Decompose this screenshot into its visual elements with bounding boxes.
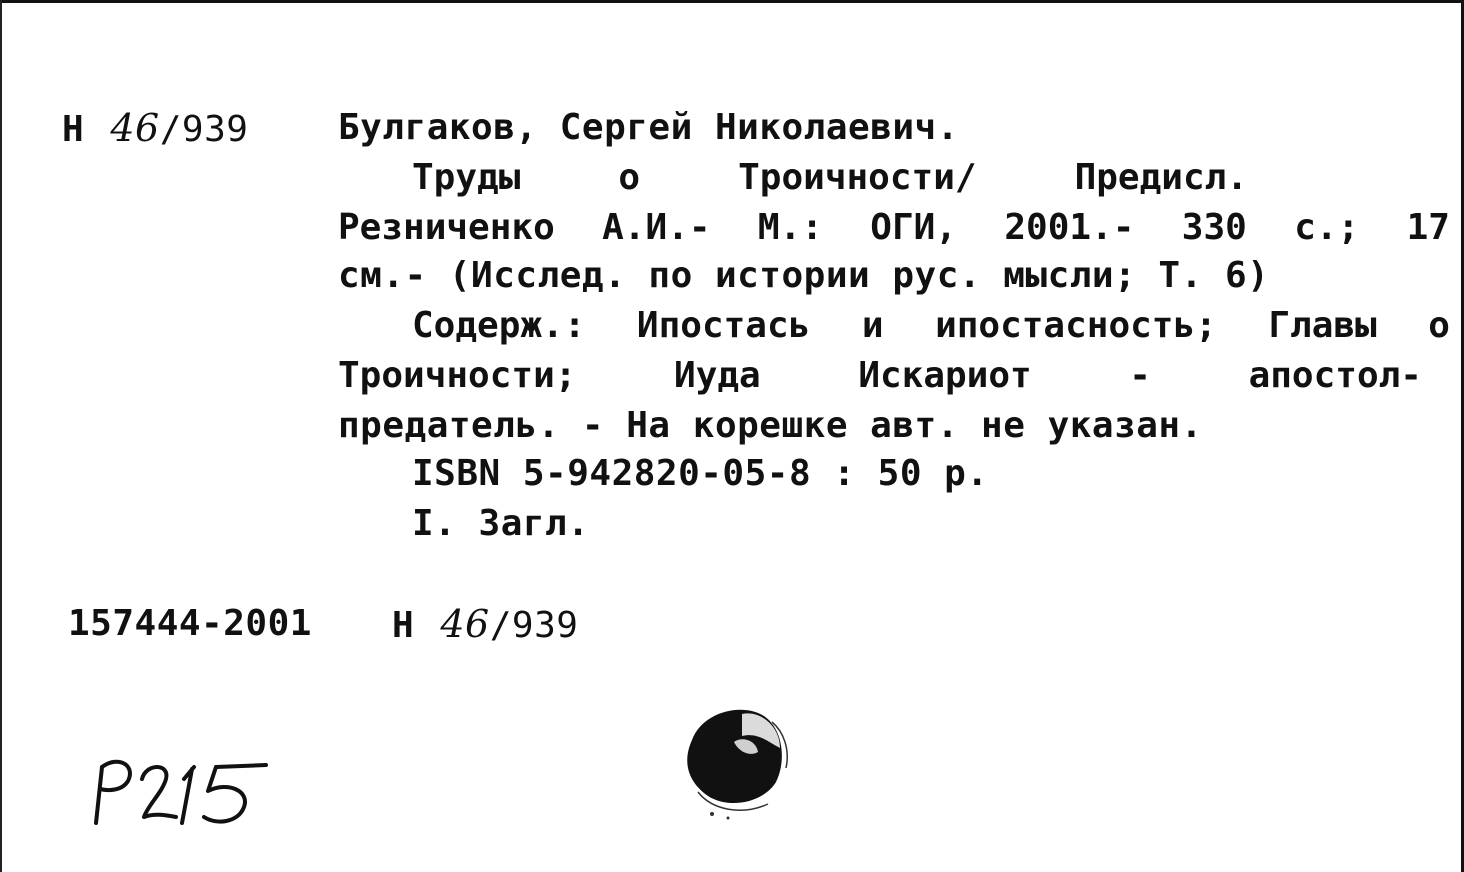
imprint-word: 330	[1181, 207, 1247, 248]
imprint-line	[338, 204, 1450, 252]
imprint-word: 2001.-	[1004, 207, 1135, 248]
contents-word: апостол-	[1248, 355, 1422, 396]
contents-word: ипостасность;	[935, 305, 1217, 346]
contents-word: -	[1129, 355, 1151, 396]
contents-word: и	[861, 305, 884, 346]
bottom-shelfmark-prefix: Н	[392, 605, 415, 646]
title-word: о	[618, 157, 641, 198]
imprint-word: с.;	[1294, 207, 1360, 248]
imprint-word: ОГИ,	[870, 207, 957, 248]
card-left-edge	[0, 0, 2, 872]
author-heading: Булгаков, Сергей Николаевич.	[338, 107, 959, 148]
contents-word: Иуда	[674, 355, 761, 396]
contents-line-2	[338, 352, 1422, 400]
contents-word: Главы	[1268, 305, 1377, 346]
title-word: Троичности/	[738, 157, 977, 198]
isbn-line: ISBN 5-942820-05-8 : 50 р.	[412, 453, 989, 494]
title-word: Предисл.	[1074, 157, 1248, 198]
inventory-number: 157444-2001	[68, 603, 312, 644]
shelfmark-prefix: Н	[62, 109, 85, 150]
contents-word: Содерж.:	[412, 305, 586, 346]
bottom-shelfmark-handwritten-number: 46	[440, 602, 490, 646]
added-entry: I. Загл.	[412, 503, 590, 544]
title-line	[412, 154, 1248, 202]
bottom-shelfmark-suffix: /939	[489, 605, 579, 646]
series-line: см.- (Исслед. по истории рус. мысли; Т. 6)	[338, 255, 1270, 296]
contents-word: Троичности;	[338, 355, 577, 396]
contents-line-1	[412, 302, 1450, 350]
contents-word: Искариот	[858, 355, 1032, 396]
contents-word: о	[1428, 305, 1450, 346]
bottom-shelfmark	[392, 600, 578, 650]
stamp-blot	[672, 692, 802, 822]
title-word: Труды	[412, 157, 521, 198]
shelfmark-handwritten-number: 46	[110, 106, 160, 150]
handwritten-note	[88, 745, 278, 835]
imprint-word: 17	[1406, 207, 1450, 248]
imprint-word: Резниченко	[338, 207, 555, 248]
imprint-word: А.И.-	[602, 207, 711, 248]
contents-line-3: предатель. - На корешке авт. не указан.	[338, 405, 1203, 446]
shelfmark-suffix: /939	[159, 109, 249, 150]
imprint-word: М.:	[757, 207, 823, 248]
shelfmark	[62, 104, 248, 154]
card-top-edge	[0, 0, 1464, 3]
contents-word: Ипостась	[636, 305, 811, 346]
